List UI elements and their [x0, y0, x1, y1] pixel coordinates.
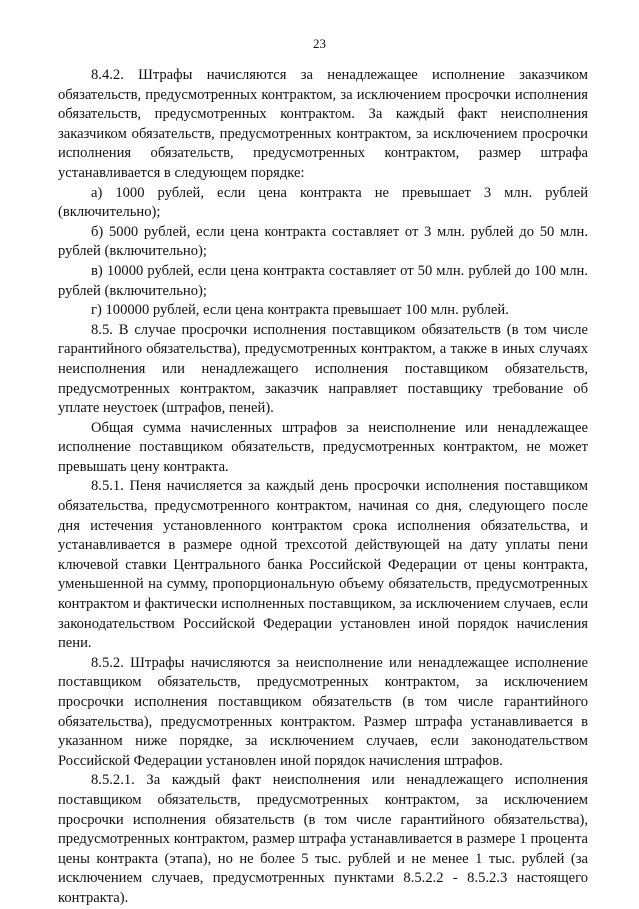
paragraph-item-a: а) 1000 рублей, если цена контракта не превышает 3 млн. рублей (включительно); — [58, 184, 588, 221]
paragraph-item-g: г) 100000 рублей, если цена контракта превышает 100 млн. рублей. — [91, 302, 509, 319]
paragraph-8-5-1: 8.5.1. Пеня начисляется за каждый день просрочки исполнения поставщиком обязательства, предусмотренного контрактом, начиная со дня, следующего после дня истечения установленного контрактом срока исполнения обязательства, и устанавливается в размере одной трехсотой действующей на дату уплаты пени ключевой ставки Центрального банка Российской Федерации от цены контракта, уменьшенной на сумму, пропорциональную объему обязательств, предусмотренных контрактом и фактически исполненных поставщиком, за исключением случаев, если законодательством Российской Федерации установлен иной порядок начисления пени. — [58, 478, 588, 652]
paragraph-item-b: б) 5000 рублей, если цена контракта составляет от 3 млн. рублей до 50 млн. рублей (включительно); — [58, 223, 588, 260]
paragraph-8-4-2: 8.4.2. Штрафы начисляются за ненадлежащее исполнение заказчиком обязательств, предусмотренных контрактом, за исключением просрочки исполнения обязательств, предусмотренных контрактом. За каждый факт неисполнения заказчиком обязательств, предусмотренных контрактом, за исключением просрочки исполнения обязательств, предусмотренных контрактом, размер штрафа устанавливается в следующем порядке: — [58, 67, 588, 181]
paragraph-item-v: в) 10000 рублей, если цена контракта составляет от 50 млн. рублей до 100 млн. рублей (включительно); — [58, 262, 588, 299]
paragraph-total-penalty: Общая сумма начисленных штрафов за неисполнение или ненадлежащее исполнение поставщиком обязательств, предусмотренных контрактом, не может превышать цену контракта. — [58, 419, 588, 475]
page-number: 23 — [313, 36, 326, 51]
paragraph-8-5-2-1: 8.5.2.1. За каждый факт неисполнения или ненадлежащего исполнения поставщиком обязательств, предусмотренных контрактом, за исключением просрочки исполнения обязательств (в том числе гарантийного обязательства), предусмотренных контрактом, размер штрафа устанавливается в размере 1 процента цены контракта (этапа), но не более 5 тыс. рублей и не менее 1 тыс. рублей (за исключением случаев, предусмотренных пунктами 8.5.2.2 - 8.5.2.3 настоящего контракта). — [58, 772, 588, 906]
paragraph-8-5: 8.5. В случае просрочки исполнения поставщиком обязательств (в том числе гарантийного обязательства), предусмотренных контрактом, а также в иных случаях неисполнения или ненадлежащего исполнения поставщиком обязательств, предусмотренных контрактом, заказчик направляет поставщику требование об уплате неустоек (штрафов, пеней). — [58, 321, 588, 417]
paragraph-8-5-2: 8.5.2. Штрафы начисляются за неисполнение или ненадлежащее исполнение поставщиком обязательств, предусмотренных контрактом, за исключением просрочки исполнения поставщиком обязательств (в том числе гарантийного обязательства), предусмотренных контрактом. Размер штрафа устанавливается в указанном ниже порядке, за исключением случаев, если законодательством Российской Федерации установлен иной порядок начисления штрафов. — [58, 654, 588, 769]
document-body — [58, 66, 588, 909]
